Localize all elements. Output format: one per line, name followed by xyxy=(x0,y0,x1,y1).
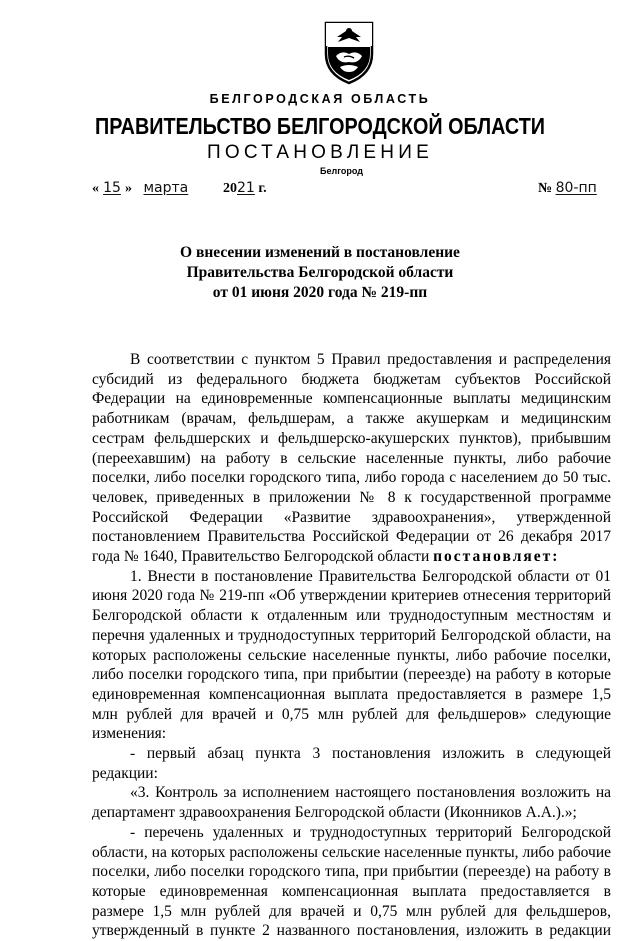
date-year-prefix: 20 xyxy=(223,181,237,196)
number-value: 80-пп xyxy=(555,180,597,196)
coat-of-arms-icon xyxy=(322,20,376,86)
heading-line-2: Правительства Белгородской области xyxy=(186,264,454,281)
date-day: 15 xyxy=(103,180,121,196)
date-line xyxy=(92,180,267,197)
date-year-suffix: 21 xyxy=(237,180,255,196)
heading-line-3: от 01 июня 2020 года № 219-пп xyxy=(212,284,428,301)
preamble-paragraph xyxy=(92,350,611,567)
date-month: марта xyxy=(143,180,189,196)
date-year-label: г. xyxy=(258,181,267,196)
document-type: ПОСТАНОВЛЕНИЕ xyxy=(207,142,433,163)
government-title: ПРАВИТЕЛЬСТВО БЕЛГОРОДСКОЙ ОБЛАСТИ xyxy=(95,113,545,139)
date-close-quote: » xyxy=(125,181,132,196)
item-1-paragraph: 1. Внести в постановление Правительства Белгородской области от 01 июня 2020 года № 219-пп «Об утверждении критериев отнесения территорий Белгородской области к отдаленным или труднодоступным местностям и перечня удаленных и труднодоступных территорий Белгородской области, на которых расположены сельские населенные пункты, либо рабочие поселки, либо поселки городского типа, при прибытии (переезде) на работу в которые единовременная компенсационная выплата предоставляется в размере 1,5 млн рублей для врачей и 0,75 млн рублей для фельдшеров» следующие изменения: xyxy=(92,567,611,743)
region-name: БЕЛГОРОДСКАЯ ОБЛАСТЬ xyxy=(209,92,431,106)
document-heading xyxy=(0,243,640,303)
heading-line-1: О внесении изменений в постановление xyxy=(180,244,460,261)
preamble-text: В соответствии с пунктом 5 Правил предоставления и распределения субсидий из федерального бюджета бюджетам субъектов Российской Федерации на единовременные компенсационные выплаты медицинским работникам (врачам, фельдшерам, а также акушеркам и медицинским сестрам фельдшерских и фельдшерско-акушерских пунктов), прибывшим (переехавшим) на работу в сельские населенные пункты, либо рабочие поселки, либо поселки городского типа, либо города с населением до 50 тыс. человек, приведенных в приложении № 8 к государственной программе Российской Федерации «Развитие здравоохранения», утвержденной постановлением Правительства Российской Федерации от 26 декабря 2017 года № 1640, Правительство Белгородской области xyxy=(92,351,611,566)
amendment-2-paragraph: - перечень удаленных и труднодоступных территорий Белгородской области, на которых расположены сельские населенные пункты, либо рабочие поселки, либо поселки городского типа, при прибытии (переезде) на работу в которые единовременная компенсационная выплата предоставляется в размере 1,5 млн рублей для врачей и 0,75 млн рублей для фельдшеров, утвержденный в пункте 2 названного постановления, изложить в редакции xyxy=(92,823,611,940)
amendment-1-paragraph: - первый абзац пункта 3 постановления изложить в следующей редакции: xyxy=(92,745,611,782)
amendment-1-text: «3. Контроль за исполнением настоящего постановления возложить на департамент здравоохранения Белгородской области (Иконников А.А.).»; xyxy=(92,784,611,822)
date-open-quote: « xyxy=(92,181,99,196)
decree-word: постановляет: xyxy=(433,548,560,566)
document-body xyxy=(92,350,611,941)
document-number xyxy=(538,180,597,197)
city-name: Белгород xyxy=(320,166,363,176)
number-label: № xyxy=(538,181,553,196)
